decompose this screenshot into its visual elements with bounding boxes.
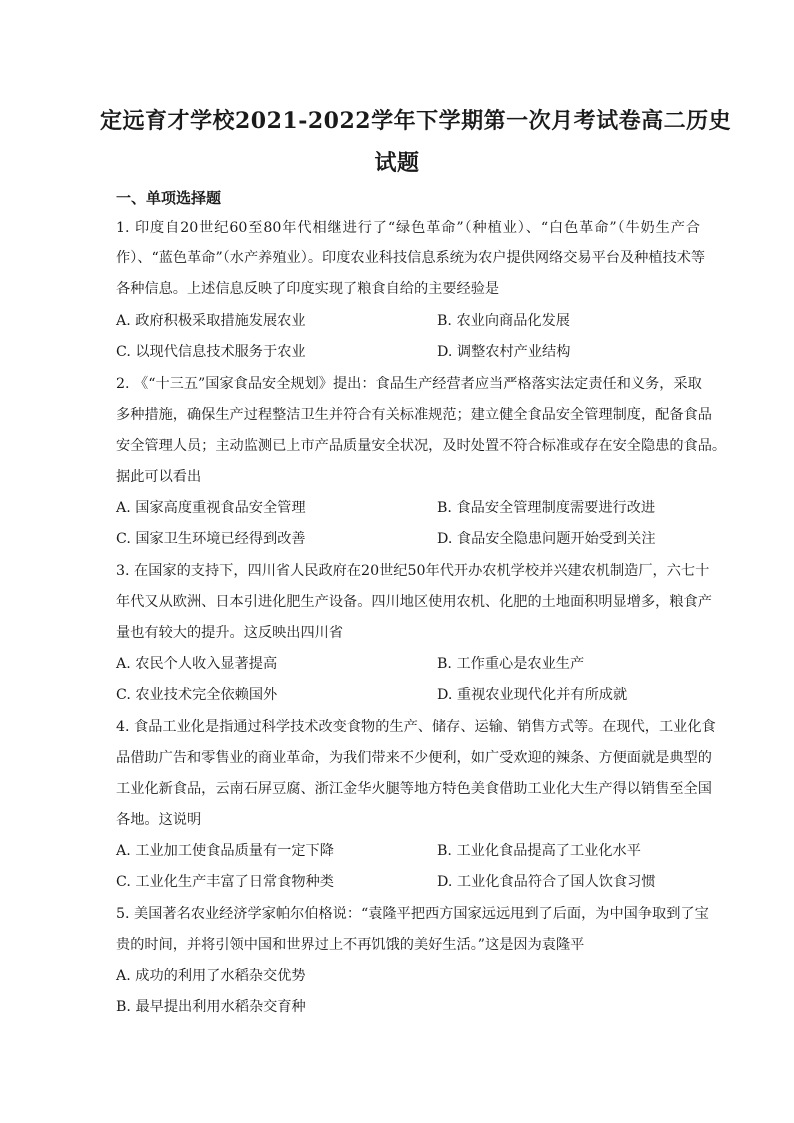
- question-2-option-d[interactable]: D. 食品安全隐患问题开始受到关注: [437, 531, 656, 547]
- question-2-line-3: 安全管理人员；主动监测已上市产品质量安全状况，及时处置不符合标准或存在安全隐患的食品。: [116, 438, 727, 454]
- question-1-option-d[interactable]: D. 调整农村产业结构: [437, 344, 571, 360]
- question-4-line-4: 各地。这说明: [116, 812, 202, 828]
- question-4-option-b[interactable]: B. 工业化食品提高了工业化水平: [437, 843, 641, 859]
- question-4-option-d[interactable]: D. 工业化食品符合了国人饮食习惯: [437, 874, 656, 890]
- question-1-line-3: 各种信息。上述信息反映了印度实现了粮食自给的主要经验是: [116, 281, 500, 297]
- question-1-option-a[interactable]: A. 政府积极采取措施发展农业: [116, 313, 306, 329]
- question-3-line-1: 3. 在国家的支持下，四川省人民政府在20世纪50年代开办农机学校并兴建农机制造厂，六七十: [116, 563, 710, 579]
- section-heading: 一、单项选择题: [116, 189, 222, 207]
- question-5-line-2: 贵的时间，并将引领中国和世界过上不再饥饿的美好生活。”这是因为袁隆平: [116, 937, 585, 953]
- question-1-option-b[interactable]: B. 农业向商品化发展: [437, 313, 570, 329]
- question-3-option-c[interactable]: C. 农业技术完全依赖国外: [116, 687, 278, 703]
- question-2-option-c[interactable]: C. 国家卫生环境已经得到改善: [116, 531, 306, 547]
- question-3-line-3: 量也有较大的提升。这反映出四川省: [116, 625, 344, 641]
- question-4-line-1: 4. 食品工业化是指通过科学技术改变食物的生产、储存、运输、销售方式等。在现代，工业化食: [116, 719, 716, 735]
- question-2-option-b[interactable]: B. 食品安全管理制度需要进行改进: [437, 500, 656, 516]
- question-4-option-a[interactable]: A. 工业加工使食品质量有一定下降: [116, 843, 334, 859]
- question-2-option-a[interactable]: A. 国家高度重视食品安全管理: [116, 500, 306, 516]
- question-3-line-2: 年代又从欧洲、日本引进化肥生产设备。四川地区使用农机、化肥的土地面积明显增多，粮食产: [116, 594, 712, 610]
- exam-title-line-2: 试题: [374, 150, 420, 176]
- question-1-line-1: 1. 印度自20世纪60至80年代相继进行了“绿色革命”（种植业）、“白色革命”（牛奶生产合: [116, 220, 700, 236]
- exam-title-line-1: 定远育才学校2021-2022学年下学期第一次月考试卷高二历史: [100, 108, 732, 134]
- question-4-line-3: 工业化新食品，云南石屏豆腐、浙江金华火腿等地方特色美食借助工业化大生产得以销售至全国: [116, 781, 712, 797]
- question-3-option-d[interactable]: D. 重视农业现代化并有所成就: [437, 687, 628, 703]
- question-2-line-2: 多种措施，确保生产过程整洁卫生并符合有关标准规范；建立健全食品安全管理制度，配备食品: [116, 407, 712, 423]
- question-5-option-a[interactable]: A. 成功的利用了水稻杂交优势: [116, 968, 306, 984]
- question-5-line-1: 5. 美国著名农业经济学家帕尔伯格说：“袁隆平把西方国家远远甩到了后面，为中国争取到了宝: [116, 906, 709, 922]
- question-1-line-2: 作）、“蓝色革命”（水产养殖业）。印度农业科技信息系统为农户提供网络交易平台及种植技术等: [116, 250, 706, 266]
- question-2-line-1: 2. 《“十三五”国家食品安全规划》提出：食品生产经营者应当严格落实法定责任和义务，采取: [116, 376, 702, 392]
- question-4-option-c[interactable]: C. 工业化生产丰富了日常食物种类: [116, 874, 334, 890]
- question-3-option-b[interactable]: B. 工作重心是农业生产: [437, 656, 585, 672]
- question-2-line-4: 据此可以看出: [116, 469, 202, 485]
- question-1-option-c[interactable]: C. 以现代信息技术服务于农业: [116, 344, 306, 360]
- question-5-option-b[interactable]: B. 最早提出利用水稻杂交育种: [116, 999, 306, 1015]
- question-4-line-2: 品借助广告和零售业的商业革命，为我们带来不少便利，如广受欢迎的辣条、方便面就是典型的: [116, 750, 712, 766]
- question-3-option-a[interactable]: A. 农民个人收入显著提高: [116, 656, 278, 672]
